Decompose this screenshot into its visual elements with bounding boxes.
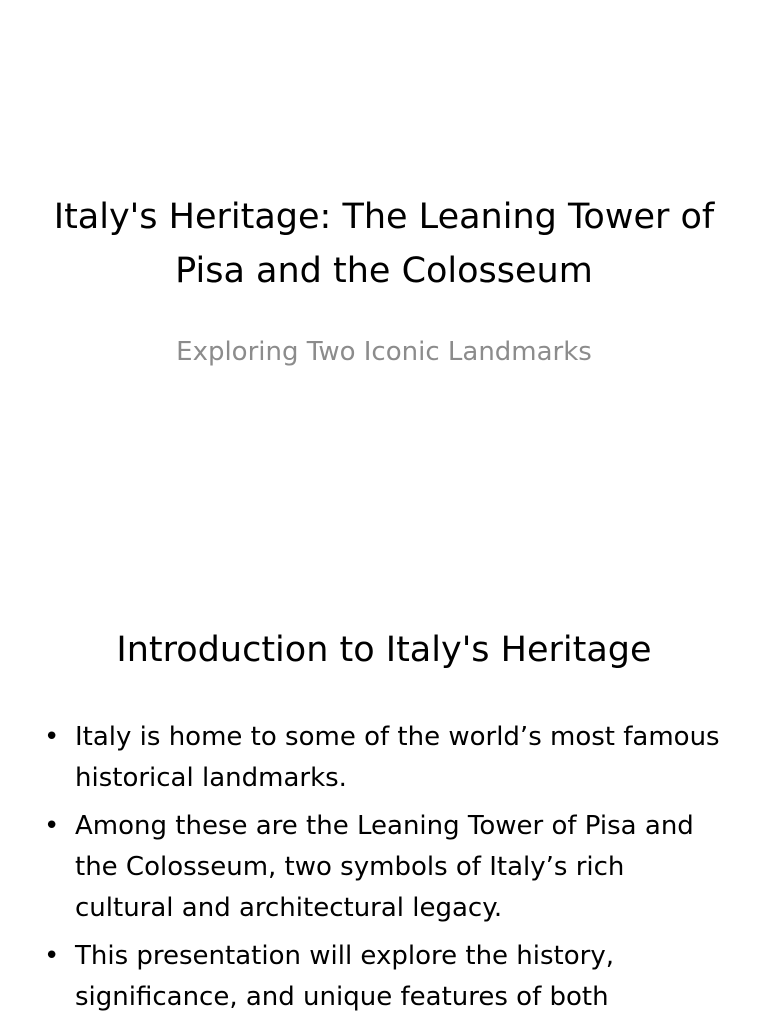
bullet-item xyxy=(40,717,730,799)
bullet-item xyxy=(40,936,730,1018)
bullet-text: This presentation will explore the history, significance, and unique features of both xyxy=(75,941,614,1012)
slide-subtitle: Exploring Two Iconic Landmarks xyxy=(176,337,592,367)
bullet-item xyxy=(40,806,730,929)
content-slide xyxy=(0,576,768,1024)
bullet-icon: • xyxy=(44,941,60,971)
slide-title: Italy's Heritage: The Leaning Tower of Pisa and the Colosseum xyxy=(53,197,715,291)
section-title: Introduction to Italy's Heritage xyxy=(116,630,652,670)
bullet-text: Among these are the Leaning Tower of Pisa and the Colosseum, two symbols of Italy’s rich cultural and architectural legacy. xyxy=(75,811,694,923)
bullet-text: Italy is home to some of the world’s most famous historical landmarks. xyxy=(75,722,720,793)
bullet-icon: • xyxy=(44,811,60,841)
bullet-icon: • xyxy=(44,722,60,752)
bullet-list xyxy=(40,717,730,1024)
